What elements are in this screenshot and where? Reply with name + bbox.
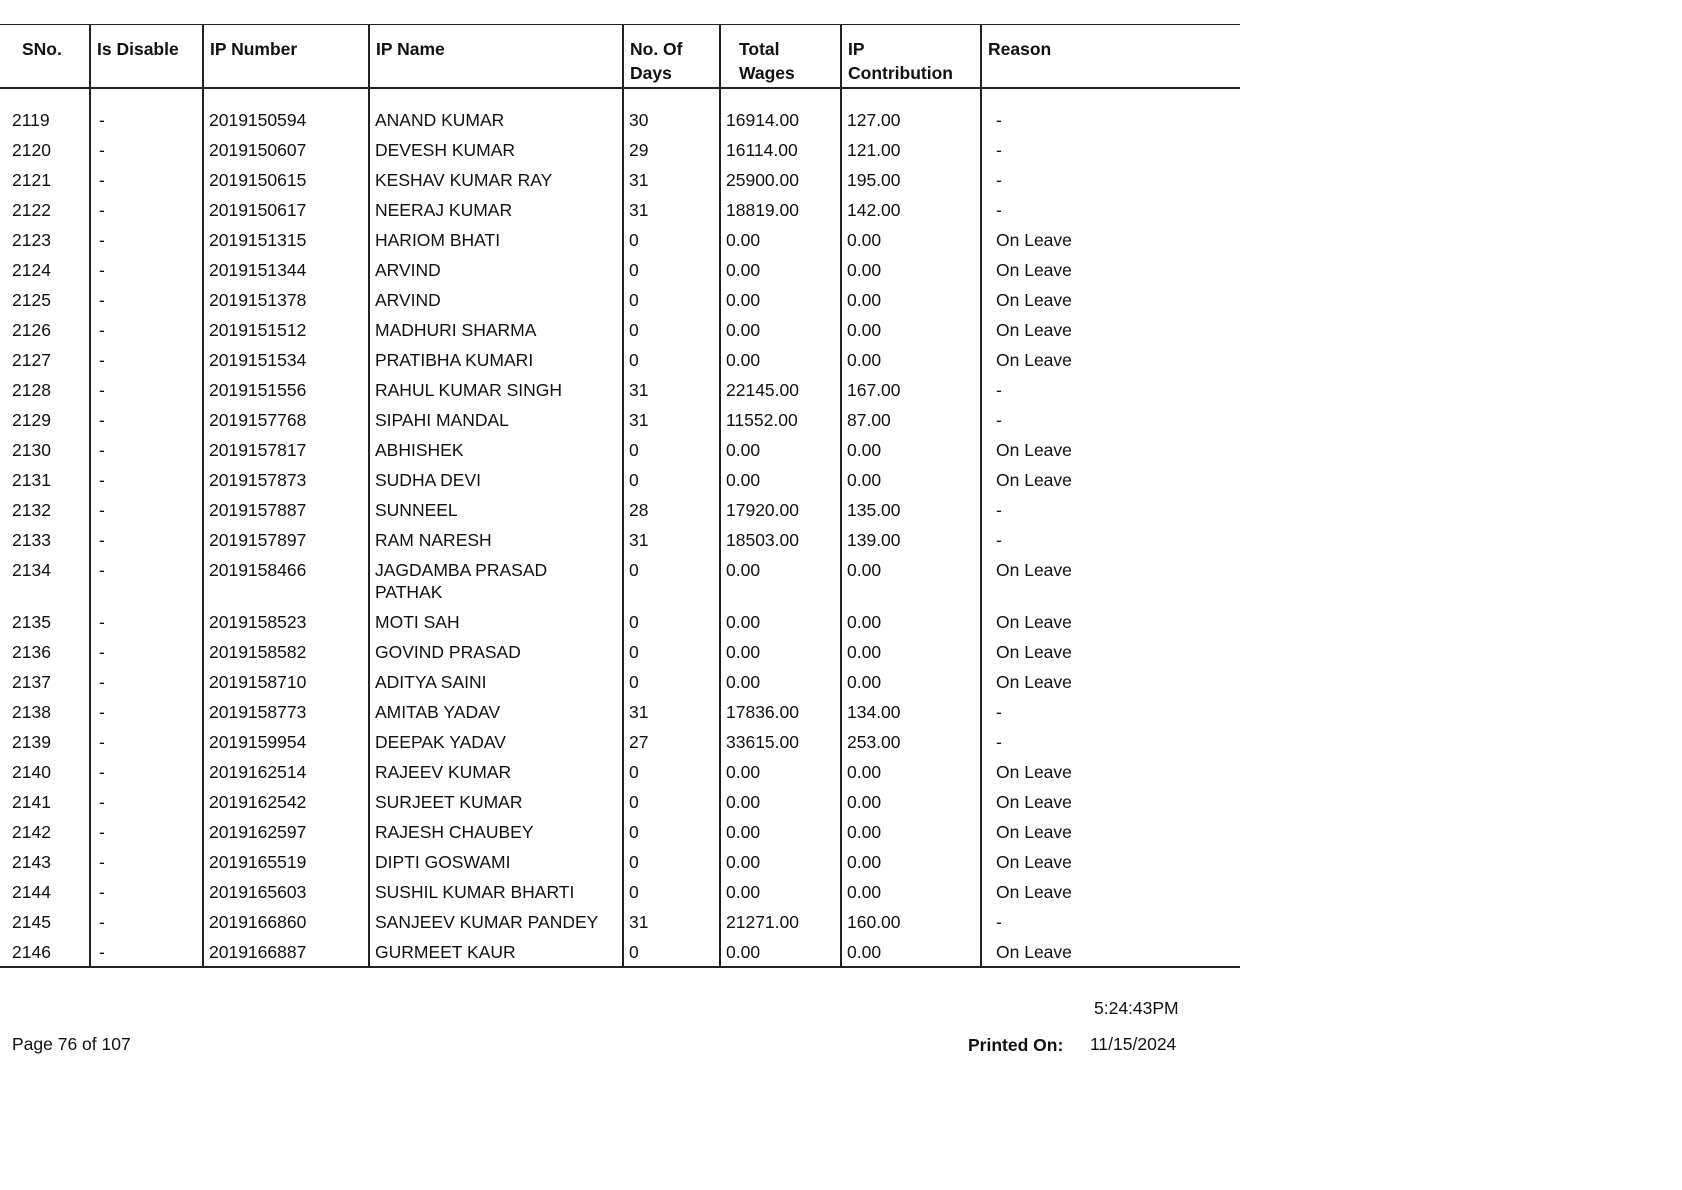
is-disable-cell: - (90, 817, 203, 847)
table-row (0, 345, 1240, 375)
table-row (0, 195, 1240, 225)
ip-name-cell: RAJESH CHAUBEY (369, 817, 623, 847)
is-disable-cell: - (90, 727, 203, 757)
ip-number-cell: 2019150615 (203, 165, 369, 195)
sno-cell: 2129 (12, 410, 51, 430)
ip-number-cell: 2019151512 (203, 315, 369, 345)
days-cell: 31 (623, 195, 720, 225)
table-row (0, 847, 1240, 877)
is-disable-cell: - (90, 697, 203, 727)
days-cell: 0 (623, 315, 720, 345)
reason-cell: On Leave (981, 285, 1240, 315)
ip-contribution-cell: 0.00 (841, 345, 981, 375)
ip-name-cell: SUDHA DEVI (369, 465, 623, 495)
ip-contribution-cell: 253.00 (841, 727, 981, 757)
days-cell: 0 (623, 757, 720, 787)
ip-contribution-cell: 0.00 (841, 817, 981, 847)
ip-number-cell: 2019158523 (203, 607, 369, 637)
ip-number-cell: 2019158710 (203, 667, 369, 697)
ip-name-cell: MOTI SAH (369, 607, 623, 637)
total-wages-cell: 0.00 (720, 877, 841, 907)
sno-cell: 2121 (12, 170, 51, 190)
total-wages-cell: 0.00 (720, 345, 841, 375)
ip-name-cell: GOVIND PRASAD (369, 637, 623, 667)
spacer-cell (203, 88, 369, 105)
total-wages-cell: 0.00 (720, 817, 841, 847)
ip-contribution-cell: 0.00 (841, 937, 981, 967)
table-row (0, 817, 1240, 847)
days-cell: 0 (623, 847, 720, 877)
header-line-1: IP Name (376, 39, 445, 59)
header-line-1: Total (739, 39, 780, 59)
page-number-label: Page 76 of 107 (12, 1034, 131, 1054)
header-no-of-days (623, 25, 720, 89)
total-wages-cell: 0.00 (720, 315, 841, 345)
sno-cell: 2127 (12, 350, 51, 370)
sno-cell: 2141 (12, 792, 51, 812)
header-total-wages (720, 25, 841, 89)
sno-cell: 2131 (12, 470, 51, 490)
reason-cell: On Leave (981, 667, 1240, 697)
days-cell: 0 (623, 285, 720, 315)
is-disable-cell: - (90, 465, 203, 495)
ip-name-cell: JAGDAMBA PRASAD PATHAK (369, 555, 623, 607)
reason-cell: - (981, 195, 1240, 225)
sno-cell: 2132 (12, 500, 51, 520)
reason-cell: - (981, 135, 1240, 165)
ip-contribution-cell: 135.00 (841, 495, 981, 525)
total-wages-cell: 33615.00 (720, 727, 841, 757)
table-row (0, 757, 1240, 787)
ip-number-cell: 2019162514 (203, 757, 369, 787)
table-row (0, 667, 1240, 697)
ip-contribution-cell: 0.00 (841, 877, 981, 907)
ip-number-cell: 2019162542 (203, 787, 369, 817)
is-disable-cell: - (90, 555, 203, 607)
reason-cell: - (981, 697, 1240, 727)
ip-contribution-cell: 0.00 (841, 255, 981, 285)
total-wages-cell: 0.00 (720, 555, 841, 607)
reason-cell: On Leave (981, 637, 1240, 667)
sno-cell: 2136 (12, 642, 51, 662)
sno-cell: 2128 (12, 380, 51, 400)
sno-cell: 2143 (12, 852, 51, 872)
header-line-1: Is Disable (97, 39, 179, 59)
days-cell: 31 (623, 697, 720, 727)
ip-contribution-cell: 0.00 (841, 787, 981, 817)
table-row (0, 907, 1240, 937)
table-row (0, 225, 1240, 255)
reason-cell: On Leave (981, 787, 1240, 817)
days-cell: 0 (623, 225, 720, 255)
sno-cell: 2134 (12, 560, 51, 580)
sno-cell: 2126 (12, 320, 51, 340)
ip-number-cell: 2019162597 (203, 817, 369, 847)
header-is-disable (90, 25, 203, 89)
reason-cell: On Leave (981, 847, 1240, 877)
ip-number-cell: 2019165519 (203, 847, 369, 877)
sno-cell: 2133 (12, 530, 51, 550)
ip-name-cell: RAM NARESH (369, 525, 623, 555)
reason-cell: - (981, 727, 1240, 757)
days-cell: 31 (623, 525, 720, 555)
sno-cell: 2146 (0, 937, 90, 967)
ip-contribution-cell: 0.00 (841, 555, 981, 607)
days-cell: 0 (623, 637, 720, 667)
days-cell: 27 (623, 727, 720, 757)
sno-cell: 2137 (12, 672, 51, 692)
spacer-cell (0, 88, 90, 105)
table-row (0, 555, 1240, 607)
ip-contribution-cell: 0.00 (841, 225, 981, 255)
days-cell: 31 (623, 405, 720, 435)
reason-cell: On Leave (981, 757, 1240, 787)
header-line-2: Contribution (848, 63, 953, 83)
ip-name-cell: HARIOM BHATI (369, 225, 623, 255)
days-cell: 0 (623, 607, 720, 637)
spacer-cell (90, 88, 203, 105)
reason-cell: On Leave (981, 435, 1240, 465)
ip-name-cell: NEERAJ KUMAR (369, 195, 623, 225)
table-row (0, 285, 1240, 315)
reason-cell: - (981, 165, 1240, 195)
total-wages-cell: 0.00 (720, 757, 841, 787)
is-disable-cell: - (90, 757, 203, 787)
days-cell: 31 (623, 165, 720, 195)
total-wages-cell: 18819.00 (720, 195, 841, 225)
sno-cell: 2122 (12, 200, 51, 220)
ip-name-cell: ANAND KUMAR (369, 105, 623, 135)
days-cell: 30 (623, 105, 720, 135)
is-disable-cell: - (90, 405, 203, 435)
ip-number-cell: 2019158582 (203, 637, 369, 667)
total-wages-cell: 18503.00 (720, 525, 841, 555)
reason-cell: On Leave (981, 225, 1240, 255)
ip-name-cell: DEEPAK YADAV (369, 727, 623, 757)
reason-cell: On Leave (981, 817, 1240, 847)
is-disable-cell: - (90, 937, 203, 967)
ip-name-cell: GURMEET KAUR (369, 937, 623, 967)
ip-contribution-cell: 139.00 (841, 525, 981, 555)
days-cell: 0 (623, 877, 720, 907)
report-table (0, 24, 1240, 968)
reason-cell: On Leave (981, 345, 1240, 375)
reason-cell: On Leave (981, 877, 1240, 907)
sno-cell: 2120 (12, 140, 51, 160)
sno-cell: 2123 (12, 230, 51, 250)
header-line-2: Days (630, 63, 672, 83)
printed-on-label: Printed On: (968, 1035, 1064, 1055)
ip-contribution-cell: 134.00 (841, 697, 981, 727)
sno-cell: 2119 (12, 110, 50, 130)
ip-contribution-cell: 87.00 (841, 405, 981, 435)
ip-contribution-cell: 0.00 (841, 847, 981, 877)
total-wages-cell: 21271.00 (720, 907, 841, 937)
days-cell: 0 (623, 817, 720, 847)
days-cell: 0 (623, 787, 720, 817)
total-wages-cell: 0.00 (720, 465, 841, 495)
total-wages-cell: 16114.00 (720, 135, 841, 165)
table-row (0, 877, 1240, 907)
ip-name-cell: RAJEEV KUMAR (369, 757, 623, 787)
ip-contribution-cell: 0.00 (841, 315, 981, 345)
ip-contribution-cell: 195.00 (841, 165, 981, 195)
header-ip-number (203, 25, 369, 89)
total-wages-cell: 11552.00 (720, 405, 841, 435)
days-cell: 29 (623, 135, 720, 165)
ip-number-cell: 2019151344 (203, 255, 369, 285)
is-disable-cell: - (90, 907, 203, 937)
ip-number-cell: 2019166887 (203, 937, 369, 967)
reason-cell: On Leave (981, 607, 1240, 637)
total-wages-cell: 16914.00 (720, 105, 841, 135)
header-line-1: No. Of (630, 39, 683, 59)
total-wages-cell: 0.00 (720, 637, 841, 667)
ip-name-cell: MADHURI SHARMA (369, 315, 623, 345)
table-row (0, 937, 1240, 967)
days-cell: 0 (623, 465, 720, 495)
table-row (0, 435, 1240, 465)
reason-cell: - (981, 525, 1240, 555)
days-cell: 0 (623, 345, 720, 375)
is-disable-cell: - (90, 607, 203, 637)
ip-name-cell: PRATIBHA KUMARI (369, 345, 623, 375)
ip-contribution-cell: 0.00 (841, 667, 981, 697)
ip-number-cell: 2019165603 (203, 877, 369, 907)
ip-number-cell: 2019157873 (203, 465, 369, 495)
is-disable-cell: - (90, 787, 203, 817)
ip-contribution-cell: 121.00 (841, 135, 981, 165)
ip-name-cell: RAHUL KUMAR SINGH (369, 375, 623, 405)
header-sno (0, 25, 90, 89)
reason-cell: - (981, 907, 1240, 937)
spacer-row (0, 88, 1240, 105)
sno-cell: 2138 (12, 702, 51, 722)
ip-contribution-cell: 0.00 (841, 757, 981, 787)
table-row (0, 637, 1240, 667)
reason-cell: - (981, 405, 1240, 435)
is-disable-cell: - (90, 637, 203, 667)
ip-contribution-cell: 0.00 (841, 637, 981, 667)
header-reason (981, 25, 1240, 89)
is-disable-cell: - (90, 345, 203, 375)
table-row (0, 255, 1240, 285)
ip-name-cell: SURJEET KUMAR (369, 787, 623, 817)
ip-contribution-cell: 142.00 (841, 195, 981, 225)
table-body (0, 88, 1240, 967)
is-disable-cell: - (90, 667, 203, 697)
header-ip-name (369, 25, 623, 89)
ip-name-cell: ARVIND (369, 255, 623, 285)
table-header (0, 25, 1240, 89)
table-row (0, 525, 1240, 555)
sno-cell: 2145 (12, 912, 51, 932)
ip-number-cell: 2019158773 (203, 697, 369, 727)
spacer-cell (369, 88, 623, 105)
table-row (0, 105, 1240, 135)
days-cell: 0 (623, 667, 720, 697)
ip-contribution-cell: 167.00 (841, 375, 981, 405)
reason-cell: - (981, 495, 1240, 525)
ip-name-cell: DIPTI GOSWAMI (369, 847, 623, 877)
ip-name-cell: SUNNEEL (369, 495, 623, 525)
ip-number-cell: 2019150617 (203, 195, 369, 225)
table-row (0, 727, 1240, 757)
ip-number-cell: 2019157768 (203, 405, 369, 435)
days-cell: 0 (623, 937, 720, 967)
table-row (0, 465, 1240, 495)
days-cell: 31 (623, 907, 720, 937)
spacer-cell (720, 88, 841, 105)
is-disable-cell: - (90, 435, 203, 465)
total-wages-cell: 0.00 (720, 225, 841, 255)
header-line-1: SNo. (22, 39, 62, 59)
ip-number-cell: 2019157897 (203, 525, 369, 555)
table-row (0, 375, 1240, 405)
table-row (0, 315, 1240, 345)
ip-contribution-cell: 160.00 (841, 907, 981, 937)
ip-name-cell: AMITAB YADAV (369, 697, 623, 727)
sno-cell: 2125 (12, 290, 51, 310)
reason-cell: On Leave (981, 315, 1240, 345)
ip-number-cell: 2019157887 (203, 495, 369, 525)
is-disable-cell: - (90, 847, 203, 877)
ip-contribution-cell: 127.00 (841, 105, 981, 135)
reason-cell: - (981, 105, 1240, 135)
sno-cell: 2140 (12, 762, 51, 782)
table-row (0, 787, 1240, 817)
header-row (0, 25, 1240, 89)
table-row (0, 405, 1240, 435)
total-wages-cell: 0.00 (720, 937, 841, 967)
sno-cell: 2135 (12, 612, 51, 632)
ip-number-cell: 2019150594 (203, 105, 369, 135)
header-line-2: Wages (739, 63, 795, 83)
total-wages-cell: 0.00 (720, 787, 841, 817)
ip-name-cell: KESHAV KUMAR RAY (369, 165, 623, 195)
spacer-cell (841, 88, 981, 105)
days-cell: 0 (623, 255, 720, 285)
ip-number-cell: 2019151378 (203, 285, 369, 315)
ip-contribution-cell: 0.00 (841, 465, 981, 495)
is-disable-cell: - (90, 165, 203, 195)
days-cell: 0 (623, 435, 720, 465)
table-row (0, 697, 1240, 727)
reason-cell: On Leave (981, 255, 1240, 285)
sno-cell: 2130 (12, 440, 51, 460)
ip-number-cell: 2019159954 (203, 727, 369, 757)
reason-cell: On Leave (981, 937, 1240, 967)
table-row (0, 165, 1240, 195)
ip-name-cell: SANJEEV KUMAR PANDEY (369, 907, 623, 937)
ip-name-cell: DEVESH KUMAR (369, 135, 623, 165)
sno-cell: 2124 (12, 260, 51, 280)
sno-cell: 2139 (12, 732, 51, 752)
total-wages-cell: 0.00 (720, 847, 841, 877)
table-row (0, 607, 1240, 637)
is-disable-cell: - (90, 315, 203, 345)
total-wages-cell: 0.00 (720, 607, 841, 637)
ip-contribution-cell: 0.00 (841, 285, 981, 315)
table-row (0, 135, 1240, 165)
is-disable-cell: - (90, 195, 203, 225)
days-cell: 0 (623, 555, 720, 607)
reason-cell: On Leave (981, 465, 1240, 495)
is-disable-cell: - (90, 105, 203, 135)
printed-date: 11/15/2024 (1090, 1034, 1177, 1054)
is-disable-cell: - (90, 495, 203, 525)
days-cell: 28 (623, 495, 720, 525)
header-line-1: Reason (988, 39, 1052, 59)
total-wages-cell: 0.00 (720, 435, 841, 465)
ip-number-cell: 2019157817 (203, 435, 369, 465)
ip-name-cell: ABHISHEK (369, 435, 623, 465)
ip-number-cell: 2019150607 (203, 135, 369, 165)
ip-number-cell: 2019151315 (203, 225, 369, 255)
is-disable-cell: - (90, 225, 203, 255)
is-disable-cell: - (90, 375, 203, 405)
total-wages-cell: 17920.00 (720, 495, 841, 525)
total-wages-cell: 0.00 (720, 667, 841, 697)
reason-cell: On Leave (981, 555, 1240, 607)
ip-number-cell: 2019166860 (203, 907, 369, 937)
total-wages-cell: 22145.00 (720, 375, 841, 405)
table-row (0, 495, 1240, 525)
is-disable-cell: - (90, 135, 203, 165)
reason-cell: - (981, 375, 1240, 405)
printed-time: 5:24:43PM (1094, 998, 1179, 1018)
spacer-cell (623, 88, 720, 105)
is-disable-cell: - (90, 255, 203, 285)
ip-number-cell: 2019158466 (203, 555, 369, 607)
ip-name-cell: SUSHIL KUMAR BHARTI (369, 877, 623, 907)
header-line-1: IP Number (210, 39, 298, 59)
is-disable-cell: - (90, 285, 203, 315)
ip-name-cell: ARVIND (369, 285, 623, 315)
total-wages-cell: 25900.00 (720, 165, 841, 195)
header-line-1: IP (848, 39, 865, 59)
ip-number-cell: 2019151534 (203, 345, 369, 375)
spacer-cell (981, 88, 1240, 105)
ip-contribution-cell: 0.00 (841, 435, 981, 465)
ip-contribution-cell: 0.00 (841, 607, 981, 637)
sno-cell: 2142 (12, 822, 51, 842)
is-disable-cell: - (90, 877, 203, 907)
ip-name-cell: ADITYA SAINI (369, 667, 623, 697)
header-ip-contribution (841, 25, 981, 89)
total-wages-cell: 0.00 (720, 255, 841, 285)
days-cell: 31 (623, 375, 720, 405)
total-wages-cell: 0.00 (720, 285, 841, 315)
sno-cell: 2144 (12, 882, 51, 902)
total-wages-cell: 17836.00 (720, 697, 841, 727)
is-disable-cell: - (90, 525, 203, 555)
ip-name-cell: SIPAHI MANDAL (369, 405, 623, 435)
ip-number-cell: 2019151556 (203, 375, 369, 405)
